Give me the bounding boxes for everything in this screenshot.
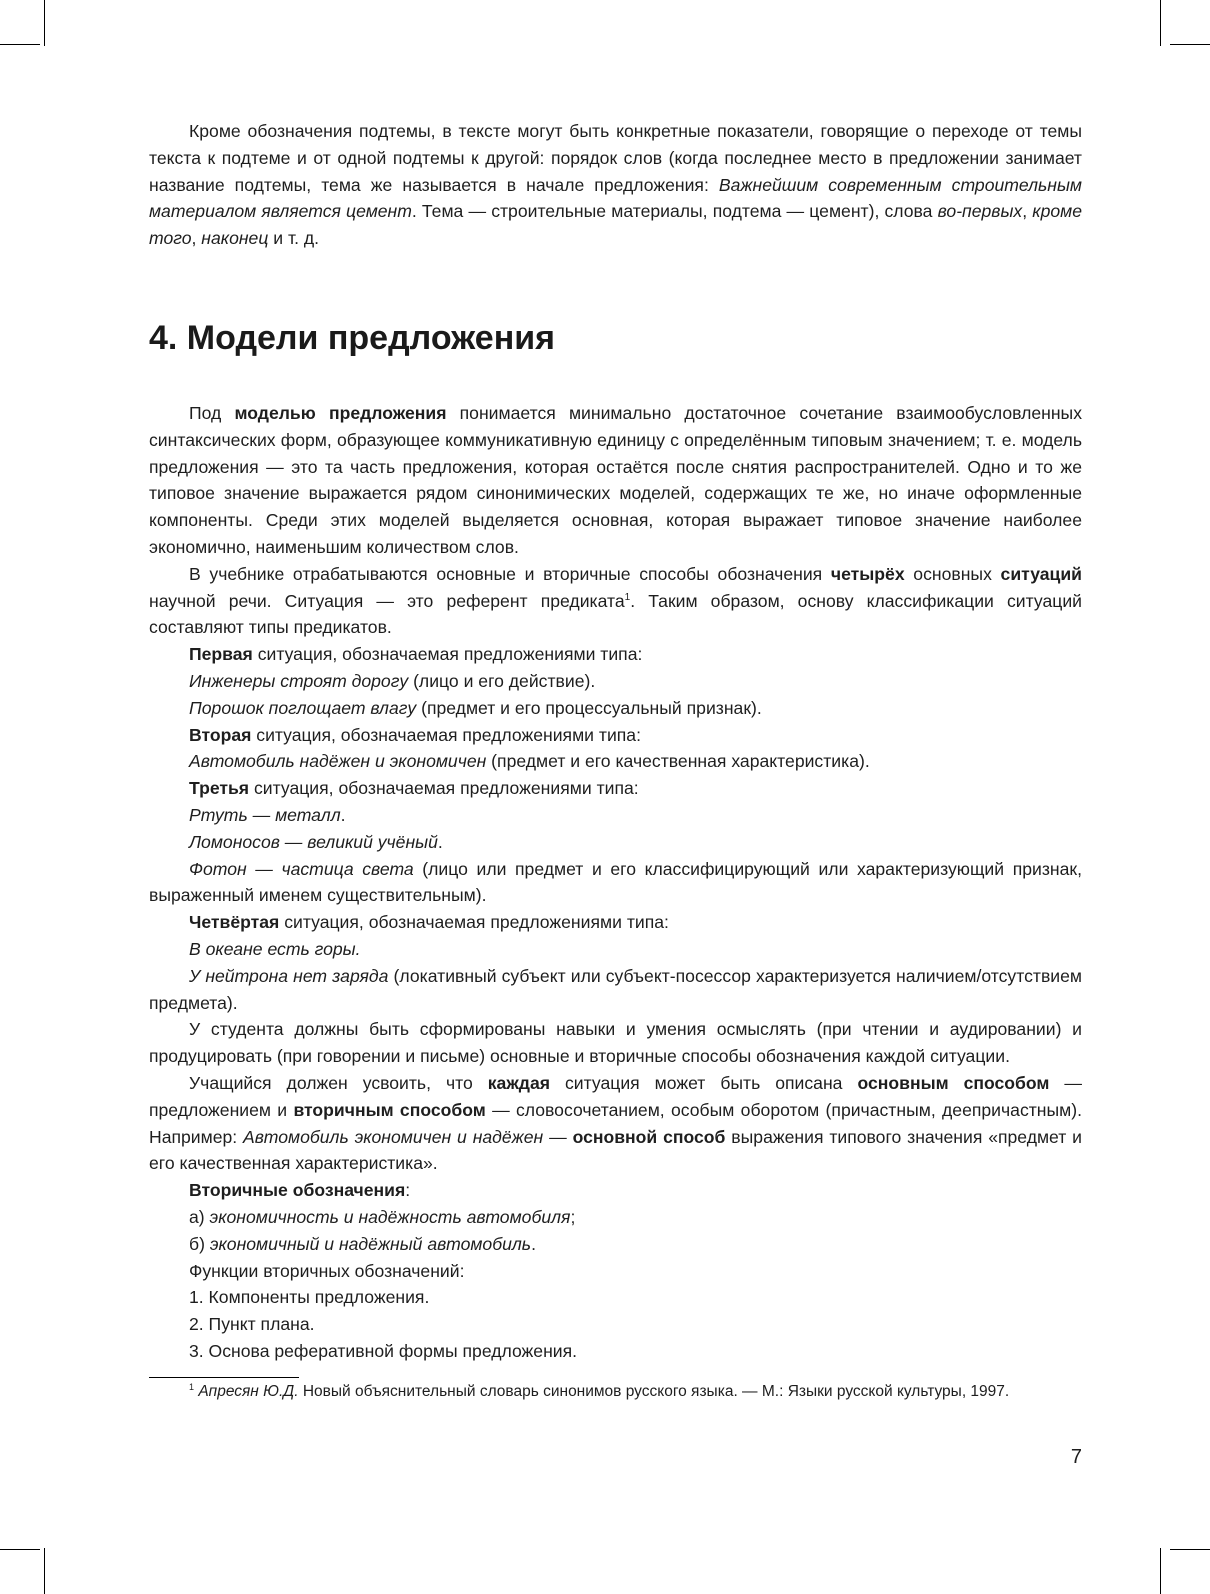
example: Инженеры строят дорогу (лицо и его действие). [189, 670, 596, 691]
list-item: а) экономичность и надёжность автомобиля; [189, 1206, 576, 1227]
list-item: 2. Пункт плана. [189, 1314, 315, 1335]
list-item: 1. Компоненты предложения. [189, 1287, 430, 1308]
secondary-title: Вторичные обозначения: [189, 1180, 411, 1201]
example: Ломоносов — великий учёный. [189, 831, 443, 852]
intro-paragraph: Кроме обозначения подтемы, в тексте могут быть конкретные показатели, говорящие о переходе от темы текста к подтеме и от одной подтемы к другой: порядок слов (когда последнее место в предложении занимает название подтемы, тема же называется в начале предложения: Важнейшим современным строительным материалом является цемент. Тема — строительные материалы, подтема — цемент), слова во-первых, кроме того, наконец и т. д. [149, 121, 1082, 249]
crop-mark [44, 0, 45, 46]
crop-mark [1160, 0, 1161, 46]
crop-mark [1170, 1549, 1210, 1550]
example: В океане есть горы. [189, 938, 361, 959]
crop-mark [44, 1548, 45, 1594]
paragraph-skills: У студента должны быть сформированы навыки и умения осмыслять (при чтении и аудировании) и продуцировать (при говорении и письме) основные и вторичные способы обозначения каждой ситуации. [149, 1019, 1082, 1067]
crop-mark [1170, 44, 1210, 45]
crop-mark [0, 44, 40, 45]
example: Порошок поглощает влагу (предмет и его процессуальный признак). [189, 697, 762, 718]
list-item: б) экономичный и надёжный автомобиль. [189, 1233, 536, 1254]
example: У нейтрона нет заряда (локативный субъект или субъект-посессор характеризуется наличием/отсутствием предмета). [149, 965, 1083, 1013]
paragraph-definition: Под моделью предложения понимается минимально достаточное сочетание взаимообусловленных синтаксических форм, образующее коммуникативную единицу с определённым типовым значением; т. е. модель предложения — это та часть предложения, которая остаётся после снятия распространителей. Одно и то же типовое значение выражается рядом синонимических моделей, содержащих те же, но иначе оформленные компоненты. Среди этих моделей выделяется основная, которая выражает типовое значение наиболее экономично, наименьшим количеством слов. [149, 403, 1082, 557]
list-item: 3. Основа реферативной формы предложения. [189, 1340, 578, 1361]
intro-section [149, 118, 1082, 252]
paragraph-situations: В учебнике отрабатываются основные и вторичные способы обозначения четырёх основных ситуаций научной речи. Ситуация — это референт предиката$^1$. Таким образом, основу классификации ситуаций составляют типы предикатов. [149, 563, 1082, 638]
main-body [149, 400, 1082, 1365]
crop-mark [1160, 1548, 1161, 1594]
example: Автомобиль надёжен и экономичен (предмет и его качественная характеристика). [189, 751, 870, 772]
section-heading: 4. Модели предложения [149, 319, 555, 357]
footnote: $^1$ Апресян Ю.Д. Новый объяснительный словарь синонимов русского языка. — М.: Языки русской культуры, 1997. [189, 1382, 1010, 1400]
footnote-ref: 1 [624, 591, 631, 603]
situation-second: Вторая ситуация, обозначаемая предложениями типа: [189, 724, 641, 745]
crop-mark [0, 1549, 40, 1550]
example: Ртуть — металл. [189, 804, 346, 825]
footnote-divider [149, 1377, 299, 1378]
page-number: 7 [1070, 1446, 1082, 1468]
example: Фотон — частица света (лицо или предмет и его классифицирующий или характеризующий признак, выраженный именем существительным). [149, 858, 1082, 906]
situation-third: Третья ситуация, обозначаемая предложениями типа: [189, 778, 639, 799]
situation-fourth: Четвёртая ситуация, обозначаемая предложениями типа: [189, 912, 669, 933]
paragraph-methods: Учащийся должен усвоить, что каждая ситуация может быть описана основным способом — предложением и вторичным способом — словосочетанием, особым оборотом (причастным, деепричастным). Например: Автомобиль экономичен и надёжен — основной способ выражения типового значения «предмет и его качественная характеристика». [149, 1072, 1082, 1174]
functions-title: Функции вторичных обозначений: [189, 1260, 465, 1281]
situation-first: Первая ситуация, обозначаемая предложениями типа: [189, 644, 643, 665]
